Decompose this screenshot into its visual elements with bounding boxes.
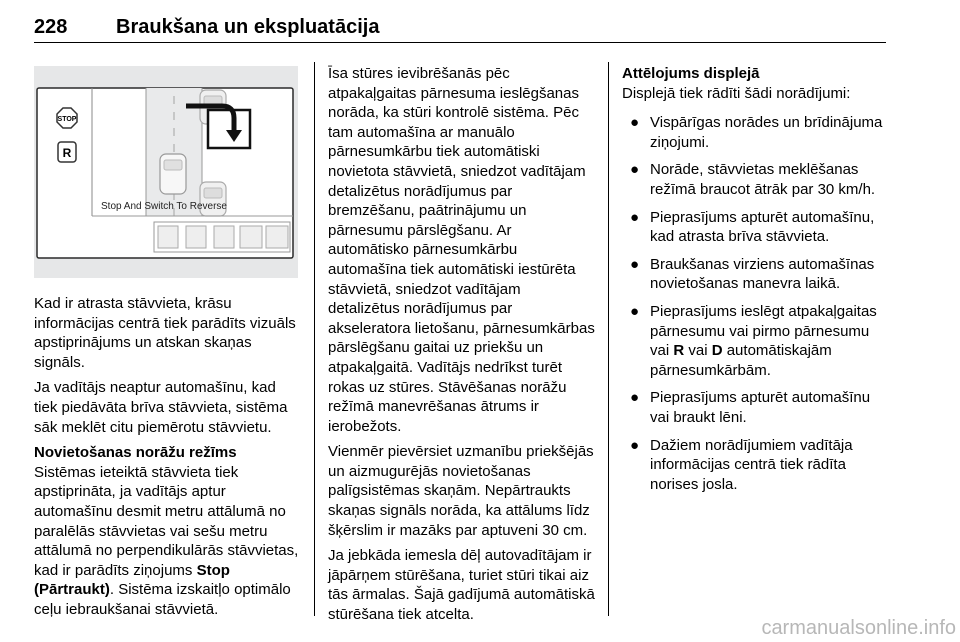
display-illustration (34, 66, 298, 278)
column-divider (608, 62, 609, 616)
page-header (34, 8, 886, 43)
paragraph: Īsa stūres ievibrēšanās pēc atpakaļgaitas pārnesuma ieslēgšanas norāda, ka stūri kontrolē sistēma. Pēc tam automašīna ar manuālo pārnesumkārbu tiek automātiski novietota stāvvietā, sniedzot vadītājam detalizētus norādījumus par bremzēšanu, paātrinājumu un pārnesumu pārslēgšanu. Ar automātisko pārnesumkārbu automašīna tiek automātiski iestūrēta stāvvietā, sniedzot vadītājam detalizētus norādījumus par akseleratora lietošanu, pārnesumkārbas pārslēgšanu gaitai uz priekšu un atpakaļgaitā. Vadītājs nedrīkst turēt rokas uz stūres. Stāvēšanas norāžu režīmā manevrēšanas ātrums ir ierobežots. (328, 65, 595, 435)
progress-bar (154, 222, 290, 252)
parking-display-svg (34, 66, 298, 278)
list-item: ● Vispārīgas norādes un brīdinājuma ziņojumi. (630, 114, 883, 151)
list-item: ● Pieprasījums apturēt automašīnu vai braukt lēni. (630, 389, 871, 426)
stop-sign-icon (57, 108, 77, 128)
watermark: carmanualsonline.info (761, 617, 956, 639)
section-heading: Attēlojums displejā (622, 65, 760, 82)
list-item: ● Braukšanas virziens automašīnas novietošanas manevra laikā. (630, 255, 875, 293)
bullet-icon: ● (630, 436, 640, 454)
display-message: Stop And Switch To Reverse (101, 201, 227, 212)
paragraph: Displejā tiek rādīti šādi norādījumi: (622, 84, 851, 102)
paragraph: Ja jebkāda iemesla dēļ autovadītājam ir jāpārņem stūrēšana, turiet stūri tikai aiz tās ārmalas. Šajā gadījumā automātiskā stūrēšana tiek atcelta. (328, 547, 595, 624)
paragraph: Kad ir atrasta stāvvieta, krāsu informācijas centrā tiek parādīts vizuāls apstiprinājums un atskan skaņas signāls. (34, 295, 296, 371)
column-divider (314, 62, 315, 616)
reverse-gear-label: R (62, 146, 72, 160)
list-item: ● Pieprasījums ieslēgt atpakaļgaitas pārnesumu vai pirmo pārnesumu vai R vai D automātiskajām pārnesumkārbām. (630, 302, 877, 379)
column-middle (328, 64, 596, 631)
bullet-icon: ● (630, 389, 640, 407)
list-item: ● Pieprasījums apturēt automašīnu, kad atrasta brīva stāvvieta. (630, 208, 875, 246)
instruction-list (622, 113, 890, 494)
column-left (34, 294, 302, 626)
bullet-icon: ● (630, 302, 640, 320)
stop-sign-label: STOP (57, 116, 77, 123)
bullet-icon: ● (630, 208, 640, 226)
section-heading: Novietošanas norāžu režīms (34, 444, 237, 462)
paragraph: Vienmēr pievērsiet uzmanību priekšējās un aizmugurējās novietošanas palīgsistēmas skaņām. Nepārtraukts skaņas signāls norāda, ka attālums līdz šķērslim ir mazāks par aptuveni 30 cm. (328, 443, 594, 539)
page-number: 228 (34, 16, 68, 38)
bullet-icon: ● (630, 114, 640, 132)
column-right (622, 64, 890, 502)
own-car-icon (160, 154, 186, 194)
bullet-icon: ● (630, 161, 640, 179)
bullet-icon: ● (630, 255, 640, 273)
reverse-gear-icon (58, 142, 76, 162)
paragraph: Sistēmas ieteiktā stāvvieta tiek apstiprināta, ja vadītājs aptur automašīnu desmit metru attālumā no paralēlās stāvvietas vai sešu metru attālumā no perpendikulārās stāvvietas, kad ir parādīts ziņojums Stop (Pārtraukt). Sistēma izskaitļo optimālo ceļu iebraukšanai stāvvietā. (34, 463, 299, 618)
section-title: Braukšana un ekspluatācija (116, 16, 380, 38)
list-item: ● Dažiem norādījumiem vadītāja informācijas centrā tiek rādīta norises josla. (630, 436, 853, 493)
list-item: ● Norāde, stāvvietas meklēšanas režīmā braucot ātrāk par 30 km/h. (630, 161, 876, 198)
stop-message-label: Stop (Pārtraukt) (34, 561, 230, 599)
paragraph: Ja vadītājs neaptur automašīnu, kad tiek piedāvāta brīva stāvvieta, sistēma sāk meklēt citu piemērotu stāvvietu. (34, 379, 288, 436)
